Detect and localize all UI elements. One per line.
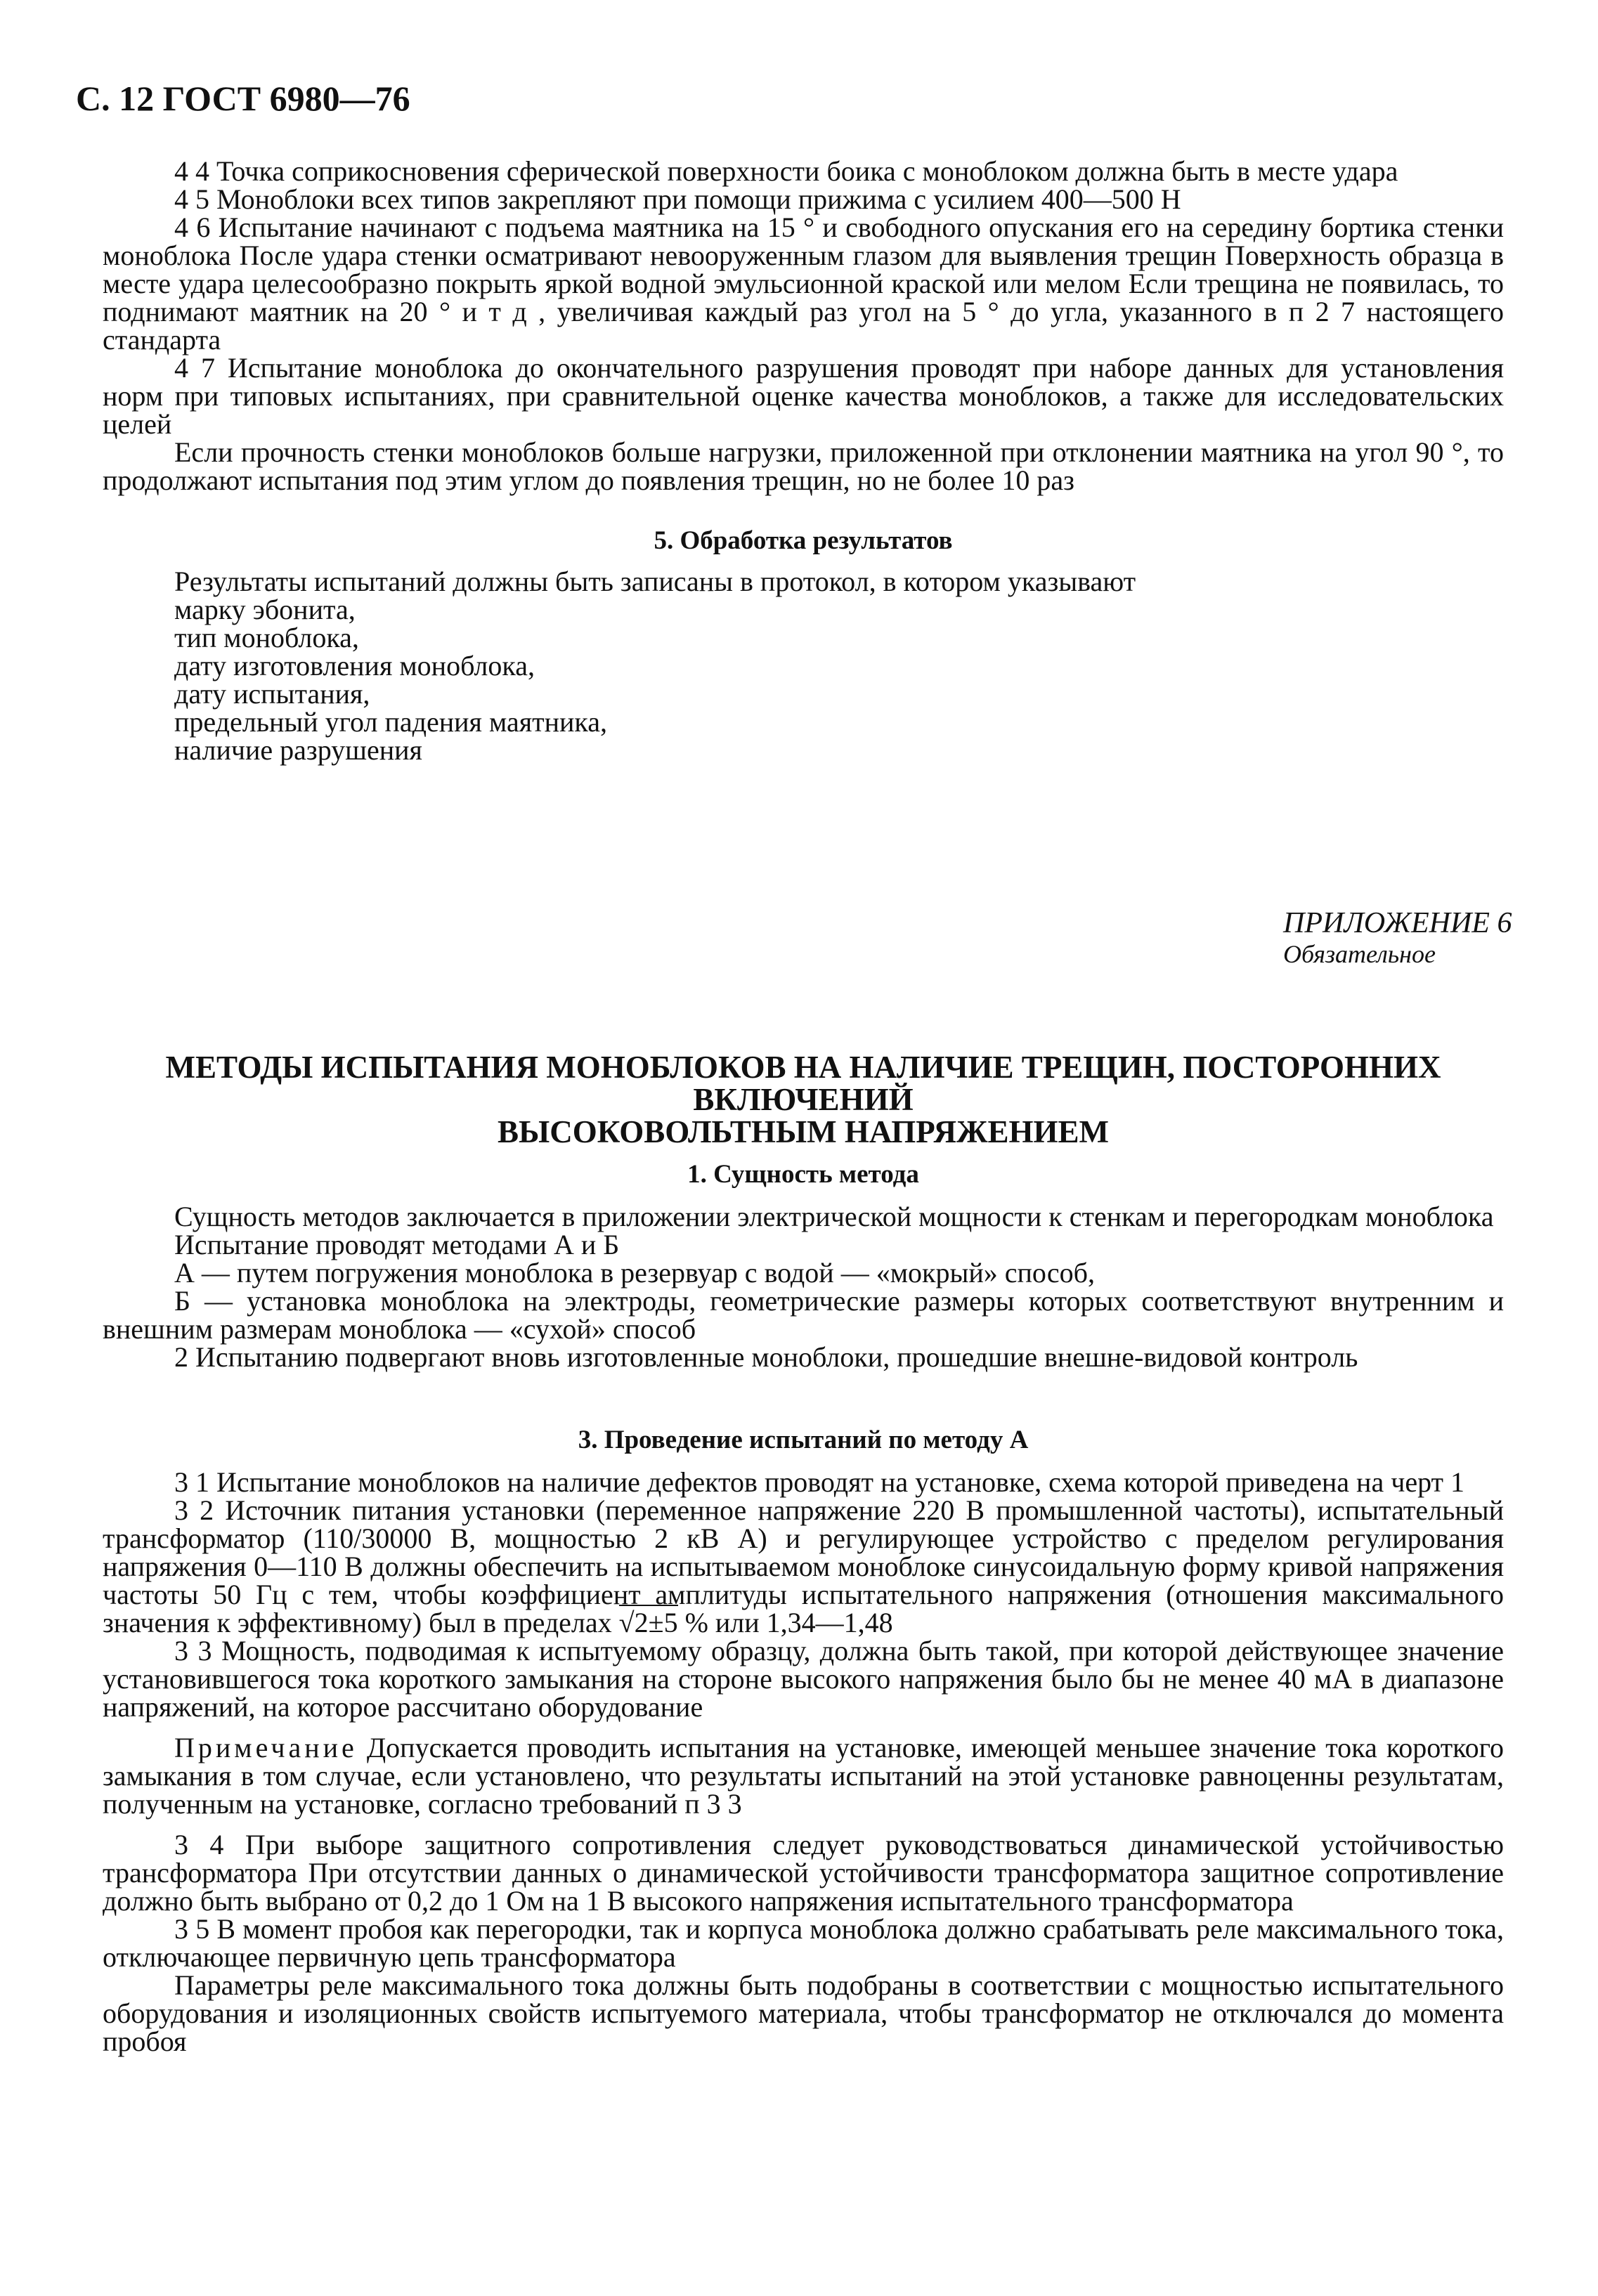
list-item: наличие разрушения	[174, 734, 422, 766]
clause-3-2-tail: % или 1,34—1,48	[684, 1607, 893, 1638]
clause-4-5: 4 5 Моноблоки всех типов закрепляют при помощи прижима с усилием 400—500 Н	[174, 183, 1181, 215]
appendix-status: Обязательное	[1283, 940, 1436, 968]
clause-3-4: 3 4 При выборе защитного сопротивления следует руководствоваться динамической устойчивостью трансформатора При отсутствии данных о динамической устойчивости трансформатора защитное сопротивление должно быть выбрано от 0,2 до 1 Ом на 1 В высокого напряжения испытательного трансформатора	[103, 1829, 1504, 1917]
section-3-heading: 3. Проведение испытаний по методу А	[578, 1426, 1029, 1454]
clause-4-4: 4 4 Точка соприкосновения сферической поверхности боика с моноблоком должна быть в месте удара	[174, 155, 1398, 187]
note-text: Допускается проводить испытания на установке, имеющей меньшее значение тока короткого замыкания в том случае, если установлено, что результаты испытаний на этой установке равноценны результатам, полученным на установке, согласно требований п 3 3	[103, 1732, 1504, 1820]
appendix-number: ПРИЛОЖЕНИЕ 6	[1283, 907, 1512, 939]
title-line-2: ВЫСОКОВОЛЬТНЫМ НАПРЯЖЕНИЕМ	[498, 1114, 1109, 1149]
section-5-heading: 5. Обработка результатов	[654, 526, 953, 555]
clause-3-1: 3 1 Испытание моноблоков на наличие дефектов проводят на установке, схема которой приведена на черт 1	[174, 1466, 1465, 1498]
list-item: предельный угол падения маятника,	[174, 706, 608, 738]
list-item: дату изготовления моноблока,	[174, 650, 535, 681]
section-5-intro: Результаты испытаний должны быть записаны в протокол, в котором указывают	[174, 566, 1136, 597]
section-1-para-1: Сущность методов заключается в приложении электрической мощности к стенкам и перегородкам моноблока	[174, 1201, 1494, 1232]
section-1-para-2: Испытание проводят методами А и Б	[174, 1229, 620, 1260]
list-item: тип моноблока,	[174, 622, 359, 653]
note	[103, 1734, 1504, 1818]
appendix-label-block	[1283, 908, 1512, 970]
clause-4-6: 4 6 Испытание начинают с подъема маятника на 15 ° и свободного опускания его на середину бортика стенки моноблока После удара стенки осматривают невооруженным глазом для выявления трещин Поверхность образца в месте удара целесообразно покрыть яркой водной эмульсионной краской или мелом Если трещина не появилась, то поднимают маятник на 20 ° и т д , увеличивая каждый раз угол на 5 ° до угла, указанного в п 2 7 настоящего стандарта	[103, 211, 1504, 356]
clause-3-2-text: 3 2 Источник питания установки (переменное напряжение 220 В промышленной частоты), испытательный трансформатор (110/30000 В, мощностью 2 кВ А) и регулирующее устройство с пределом регулирования напряжения 0—110 В должны обеспечить на испытываемом моноблоке синусоидальную форму кривой напряжения частоты 50 Гц с тем, чтобы коэффициент амплитуды испытательного напряжения (отношения максимального значения к эффективному) был в пределах	[103, 1494, 1504, 1638]
section-1-method-b: Б — установка моноблока на электроды, геометрические размеры которых соответствуют внутренним и внешним размерам моноблока — «сухой» способ	[103, 1285, 1504, 1345]
section-1-body	[103, 1203, 1504, 1371]
list-item: дату испытания,	[174, 678, 370, 710]
section-1-heading: 1. Сущность метода	[687, 1160, 919, 1189]
clause-3-5-continuation: Параметры реле максимального тока должны быть подобраны в соответствии с мощностью испытательного оборудования и изоляционных свойств испытуемого материала, чтобы трансформатор не отключался до момента пробоя	[103, 1969, 1504, 2057]
title-line-1: МЕТОДЫ ИСПЫТАНИЯ МОНОБЛОКОВ НА НАЛИЧИЕ ТРЕЩИН, ПОСТОРОННИХ ВКЛЮЧЕНИЙ	[165, 1050, 1441, 1117]
section-1-method-a: А — путем погружения моноблока в резервуар с водой — «мокрый» способ,	[174, 1257, 1095, 1289]
appendix-title	[103, 1051, 1504, 1148]
running-head: С. 12 ГОСТ 6980—76	[76, 79, 410, 118]
clause-4-7: 4 7 Испытание моноблока до окончательного разрушения проводят при наборе данных для установления норм при типовых испытаниях, при сравнительной оценке качества моноблоков, а также для исследовательских целей	[103, 352, 1504, 440]
amplitude-factor-value: √2±5	[619, 1605, 678, 1638]
clause-3-5: 3 5 В момент пробоя как перегородки, так и корпуса моноблока должно срабатывать реле максимального тока, отключающее первичную цепь трансформатора	[103, 1913, 1504, 1973]
clause-3-2	[103, 1496, 1504, 1637]
section-3-body	[103, 1468, 1504, 2056]
clauses-4-block	[103, 157, 1504, 495]
note-label: Примечание	[174, 1732, 358, 1763]
section-5-body	[103, 568, 1504, 764]
clause-4-7-continuation: Если прочность стенки моноблоков больше нагрузки, приложенной при отклонении маятника на угол 90 °, то продолжают испытания под этим углом до появления трещин, но не более 10 раз	[103, 436, 1504, 496]
clause-3-3: 3 3 Мощность, подводимая к испытуемому образцу, должна быть такой, при которой действующее значение установившегося тока короткого замыкания на стороне высокого напряжения было бы не менее 40 мА в диапазоне напряжений, на которое рассчитано оборудование	[103, 1635, 1504, 1723]
list-item: марку эбонита,	[174, 594, 356, 625]
clause-2: 2 Испытанию подвергают вновь изготовленные моноблоки, прошедшие внешне-видовой контроль	[174, 1341, 1358, 1373]
